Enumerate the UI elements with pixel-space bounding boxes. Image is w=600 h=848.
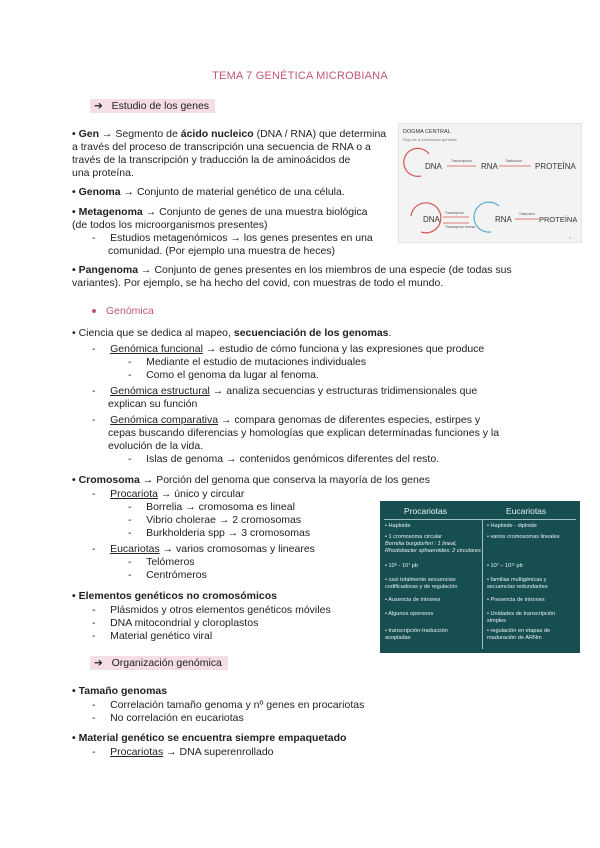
genoma-definition: • Genoma → Conjunto de material genético de una célula.	[72, 186, 345, 198]
tamano-genomas: • Tamaño genomas	[72, 685, 168, 697]
genomica-estructural-line-2: explican su función	[108, 398, 198, 410]
table-header-procariotas: Procariotas	[404, 506, 447, 516]
genomica-comparativa-line-2: cepas buscando diferencias y homologías que explican determinadas funciones y la	[108, 427, 500, 439]
dogma-rna-2: RNA	[495, 215, 512, 224]
procariota-sub-3: - Burkholderia spp → 3 cromosomas	[128, 527, 311, 539]
genomica-comparativa: - Genómica comparativa → compara genomas de diferentes especies, estirpes y	[92, 414, 481, 426]
table-cell-right: • Haploide - diploide	[487, 523, 537, 529]
dogma-translation-2: Traducción	[519, 212, 535, 216]
dogma-title: DOGMA CENTRAL	[403, 129, 451, 135]
table-cell-right: • regulación en etapas de	[487, 628, 551, 634]
bullet-dot-icon	[92, 309, 96, 313]
procariotas-eucariotas-table	[380, 501, 580, 653]
genomica-funcional-sub-2: - Como el genoma da lugar al fenoma.	[128, 369, 319, 381]
table-cell-left: • casi totalmente secuencias	[385, 577, 456, 583]
dogma-credit: © ...	[569, 236, 575, 240]
gen-definition: • Gen → Segmento de ácido nucleico (DNA / RNA) que determina	[72, 128, 387, 140]
gen-line-3: través de la transcripción y traducción la de aminoácidos de	[72, 154, 351, 166]
elementos-sub-2: - DNA mitocondrial y cloroplastos	[92, 617, 259, 629]
table-cell-left: • Ausencia de intrones	[385, 597, 441, 603]
gen-line-2: a través del proceso de transcripción una secuencia de RNA o a	[72, 141, 371, 153]
arrow-icon: ➔	[94, 100, 103, 112]
table-cell-left: codificadoras y de regulación	[385, 584, 458, 590]
dogma-central-figure	[398, 123, 582, 243]
table-header-eucariotas: Eucariotas	[506, 506, 547, 516]
dogma-transcription-2: Transcripción	[445, 211, 465, 215]
eucariota-sub-2: - Centrómeros	[128, 569, 207, 581]
genomica-funcional-sub-1: - Mediante el estudio de mutaciones individuales	[128, 356, 367, 368]
dogma-dna-1: DNA	[425, 162, 442, 171]
tamano-sub-2: - No correlación en eucariotas	[92, 712, 244, 724]
ciencia-definition: • Ciencia que se dedica al mapeo, secuenciación de los genomas.	[72, 327, 392, 339]
dogma-protein-1: PROTEÍNA	[535, 162, 576, 171]
table-cell-left: • 10⁶ - 10⁷ pb	[385, 563, 419, 569]
dogma-translation-1: Traducción	[505, 159, 523, 163]
table-cell-left: Borrelia burgdorferi : 1 lineal,	[385, 541, 457, 547]
table-cell-right: secuencias redundantes	[487, 584, 548, 590]
metagenoma-definition: • Metagenoma → Conjunto de genes de una muestra biológica	[72, 206, 368, 218]
genomica-funcional: - Genómica funcional → estudio de cómo funciona y las expresiones que produce	[92, 343, 485, 355]
page-title: TEMA 7 GENÉTICA MICROBIANA	[212, 70, 388, 82]
table-cell-right: • varios cromosomas lineales	[487, 534, 560, 540]
table-cell-left: • Algunos operones	[385, 611, 434, 617]
metagenoma-line-2: (de todos los microorganismos presentes)	[72, 219, 268, 231]
dogma-retro: Transcripción inversa	[445, 225, 476, 229]
elementos-no-cromosomicos: • Elementos genéticos no cromosómicos	[72, 590, 277, 602]
cromosoma-definition: • Cromosoma → Porción del genoma que conserva la mayoría de los genes	[72, 474, 430, 486]
material-sub-1: - Procariotas → DNA superenrollado	[92, 746, 274, 758]
elementos-sub-3: - Material genético viral	[92, 630, 213, 642]
tamano-sub-1: - Correlación tamaño genoma y nº genes en procariotas	[92, 699, 365, 711]
procariota-item: - Procariota → único y circular	[92, 488, 245, 500]
table-cell-left: Rhodobacter sphaeroides: 2 circulares	[385, 548, 481, 554]
dogma-protein-2: PROTEÍNA	[539, 215, 578, 224]
eucariota-item: - Eucariotas → varios cromosomas y lineares	[92, 543, 315, 555]
genomica-comparativa-sub-1: - Islas de genoma → contenidos genómicos diferentes del resto.	[128, 453, 440, 465]
metagenoma-sub-1: - Estudios metagenómicos → los genes presentes en una	[92, 232, 373, 244]
procariota-sub-2: - Vibrio cholerae → 2 cromosomas	[128, 514, 302, 526]
metagenoma-sub-2: comunidad. (Por ejemplo una muestra de heces)	[108, 245, 336, 257]
table-cell-left: • 1 cromosoma circular	[385, 534, 442, 540]
table-cell-left: • Haploide	[385, 523, 411, 529]
genomica-estructural: - Genómica estructural → analiza secuencias y estructuras tridimensionales que	[92, 385, 478, 397]
dogma-subtitle: Flujo de la información genética	[403, 138, 457, 142]
section-heading-estudio: ➔ Estudio de los genes	[90, 100, 215, 113]
gen-line-4: una proteína.	[72, 167, 134, 179]
pangenoma-line-2: variantes). Por ejemplo, se ha hecho del covid, con muestras de todo el mundo.	[72, 277, 444, 289]
table-cell-left: • transcripción-traducción	[385, 628, 448, 634]
section-heading-organizacion: ➔ Organización genómica	[90, 657, 228, 670]
pangenoma-definition: • Pangenoma → Conjunto de genes presentes en los miembros de una especie (de todas sus	[72, 264, 512, 276]
table-cell-right: • Presencia de intrones	[487, 597, 545, 603]
section-heading-genomica: Genómica	[92, 305, 154, 318]
arrow-icon: ➔	[94, 657, 103, 669]
procariota-sub-1: - Borrelia → cromosoma es lineal	[128, 501, 295, 513]
table-cell-right: • Unidades de transcripción	[487, 611, 556, 617]
dogma-diagram	[399, 124, 581, 242]
eucariota-sub-1: - Telómeros	[128, 556, 195, 568]
genomica-comparativa-line-3: evolución de la vida.	[108, 440, 204, 452]
table-cell-right: • 10⁷ – 10¹¹ pb	[487, 563, 523, 569]
table-cell-right: maduración de ARNm	[487, 635, 542, 641]
material-empaquetado: • Material genético se encuentra siempre empaquetado	[72, 732, 347, 744]
table-cell-left: acopladas	[385, 635, 411, 641]
table-cell-right: • familias multigénicas y	[487, 577, 547, 583]
dogma-transcription-1: Transcripción	[451, 159, 472, 163]
table-cell-right: simples	[487, 618, 506, 624]
elementos-sub-1: - Plásmidos y otros elementos genéticos móviles	[92, 604, 331, 616]
dogma-rna-1: RNA	[481, 162, 498, 171]
dogma-dna-2: DNA	[423, 215, 440, 224]
